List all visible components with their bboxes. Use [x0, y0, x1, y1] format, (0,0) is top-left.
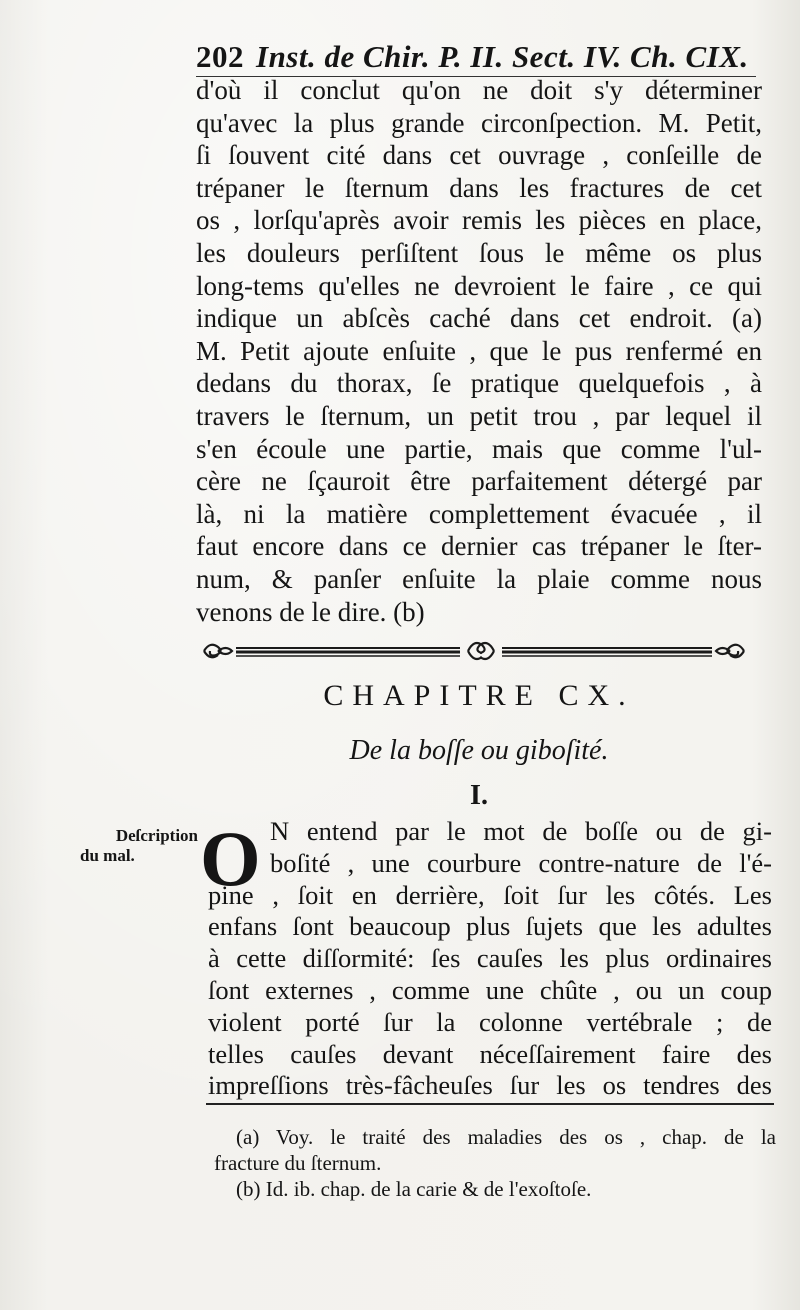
footnote-rule — [206, 1103, 774, 1105]
text-line: cère ne ſçauroit être parfaitement détergé par — [196, 466, 762, 497]
text-line: num, & panſer enſuite la plaie comme nous — [196, 563, 762, 594]
text-line: pine , ſoit en derrière, ſoit ſur les côtés. Les — [208, 879, 772, 910]
text-line: M. Petit ajoute enſuite , que le pus renfermé en — [196, 335, 762, 366]
text-line: les douleurs perſiſtent ſous le même os plus — [196, 237, 762, 268]
running-head-title: Inst. de Chir. P. II. Sect. IV. Ch. CIX. — [256, 39, 749, 74]
footnotes — [214, 1124, 776, 1202]
text-line: venons de le dire. (b) — [196, 596, 425, 627]
text-line: d'où il conclut qu'on ne doit s'y déterminer — [196, 75, 762, 105]
text-line: N entend par le mot de boſſe ou de gi- — [270, 816, 772, 846]
drop-cap: O — [200, 815, 261, 902]
margin-note — [78, 826, 198, 866]
chapter-subtitle: De la boſſe ou giboſité. — [349, 735, 609, 766]
text-line: violent porté ſur la colonne vertébrale ; de — [208, 1006, 772, 1037]
text-line: enfans ſont beaucoup plus ſujets que les adultes — [208, 911, 772, 942]
ornamental-divider — [200, 636, 762, 666]
text-line: ſi ſouvent cité dans cet ouvrage , conſeille de — [196, 140, 762, 171]
text-line: long-tems qu'elles ne devroient le faire , ce qui — [196, 270, 762, 301]
text-line: os , lorſqu'après avoir remis les pièces en place, — [196, 205, 762, 236]
text-line: s'en écoule une partie, mais que comme l'ul- — [196, 433, 762, 464]
footnote-line: (a) Voy. le traité des maladies des os , chap. de la — [236, 1125, 776, 1149]
text-line: à cette diſſormité: ſes cauſes les plus ordinaires — [208, 943, 772, 974]
text-line: indique un abſcès caché dans cet endroit. (a) — [196, 303, 762, 334]
text-line: qu'avec la plus grande circonſpection. M. Petit, — [196, 107, 762, 138]
section-number: I. — [470, 780, 488, 811]
footnote-line: fracture du ſternum. — [214, 1151, 382, 1175]
running-head — [196, 38, 756, 77]
text-line: faut encore dans ce dernier cas trépaner le ſter- — [196, 531, 762, 562]
text-line: telles cauſes devant néceſſairement faire des — [208, 1038, 772, 1069]
text-line: là, ni la matière complettement évacuée , il — [196, 498, 762, 529]
text-line: trépaner le ſternum dans les fractures de cet — [196, 172, 762, 203]
text-line: ſont externes , comme une chûte , ou un coup — [208, 974, 772, 1005]
footnote-line: (b) Id. ib. chap. de la carie & de l'exoſtoſe. — [236, 1177, 592, 1201]
chapter-title: CHAPITRE CX. — [323, 679, 635, 712]
page-number: 202 — [196, 39, 244, 74]
text-line: impreſſions très-fâcheuſes ſur les os tendres des — [208, 1070, 772, 1101]
margin-note-line: Deſcription — [115, 826, 198, 845]
text-line: boſité , une courbure contre-nature de l'é- — [270, 847, 772, 878]
text-line: travers le ſternum, un petit trou , par lequel il — [196, 400, 762, 431]
paragraph-2 — [208, 816, 772, 1102]
paragraph-1 — [196, 74, 762, 628]
margin-note-line: du mal. — [80, 846, 135, 865]
text-line: dedans du thorax, ſe pratique quelquefois , à — [196, 368, 762, 399]
